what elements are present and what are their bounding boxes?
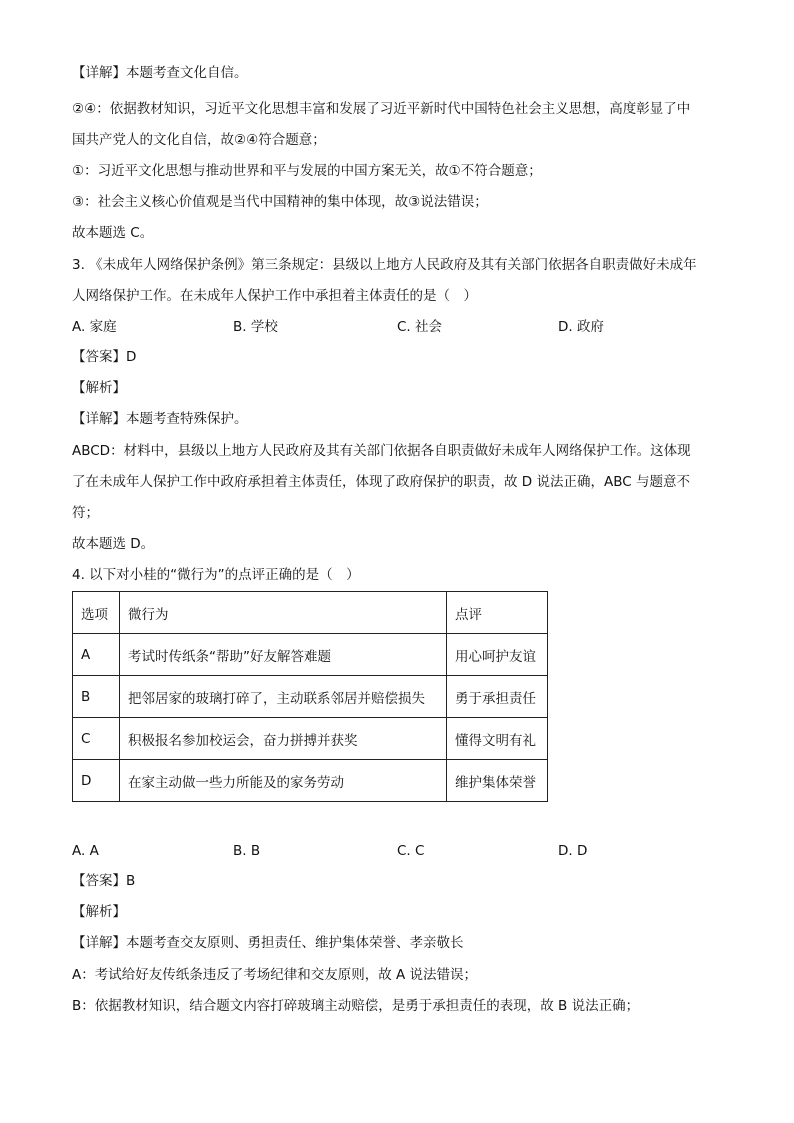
- table-cell-comment: 懂得文明有礼: [447, 718, 548, 760]
- table-cell-behavior: 积极报名参加校运会，奋力拼搏并获奖: [120, 718, 447, 760]
- table-cell-option: B: [73, 676, 120, 718]
- table-cell-option: C: [73, 718, 120, 760]
- q4-stem: 4. 以下对小桂的“微行为”的点评正确的是（ ）: [72, 567, 360, 583]
- q2-explanation-24-line2: 国共产党人的文化自信，故②④符合题意；: [72, 132, 326, 148]
- q3-option-b: B. 学校: [233, 319, 278, 335]
- q2-detail-heading: 【详解】本题考查文化自信。: [72, 65, 248, 81]
- table-cell-behavior: 在家主动做一些力所能及的家务劳动: [120, 760, 447, 802]
- q2-explanation-24-line1: ②④：依据教材知识，习近平文化思想丰富和发展了习近平新时代中国特色社会主义思想，高度彰显了中: [72, 101, 691, 117]
- q4-analysis-heading: 【解析】: [72, 904, 126, 920]
- q3-option-c: C. 社会: [397, 319, 443, 335]
- q2-conclusion: 故本题选 C。: [72, 225, 154, 241]
- q4-option-d: D. D: [558, 843, 588, 859]
- table-cell-comment: 维护集体荣誉: [447, 760, 548, 802]
- q3-explanation-line3: 符；: [72, 505, 99, 521]
- table-header-cell: 微行为: [120, 592, 447, 634]
- q4-options: [72, 841, 722, 861]
- q4-table: [72, 591, 548, 802]
- table-row: [73, 676, 548, 718]
- q3-stem-line2: 人网络保护工作。在未成年人保护工作中承担着主体责任的是（ ）: [72, 288, 477, 304]
- table-header-row: [73, 592, 548, 634]
- table-cell-option: D: [73, 760, 120, 802]
- q4-option-b: B. B: [233, 843, 261, 859]
- q3-answer: 【答案】D: [72, 349, 137, 365]
- table-header-cell: 点评: [447, 592, 548, 634]
- table-row: [73, 634, 548, 676]
- q3-explanation-line2: 了在未成年人保护工作中政府承担着主体责任，体现了政府保护的职责，故 D 说法正确，ABC 与题意不: [72, 474, 690, 490]
- q4-answer: 【答案】B: [72, 873, 136, 889]
- q3-analysis-heading: 【解析】: [72, 380, 126, 396]
- q2-explanation-3: ③：社会主义核心价值观是当代中国精神的集中体现，故③说法错误；: [72, 194, 488, 210]
- q4-option-c: C. C: [397, 843, 425, 859]
- table-cell-comment: 用心呵护友谊: [447, 634, 548, 676]
- table-cell-behavior: 考试时传纸条“帮助”好友解答难题: [120, 634, 447, 676]
- q4-detail-heading: 【详解】本题考查交友原则、勇担责任、维护集体荣誉、孝亲敬长: [72, 935, 464, 951]
- table-cell-option: A: [73, 634, 120, 676]
- q4-explanation-a: A：考试给好友传纸条违反了考场纪律和交友原则，故 A 说法错误；: [72, 967, 478, 983]
- table-header-cell: 选项: [73, 592, 120, 634]
- q4-explanation-b: B：依据教材知识，结合题文内容打碎玻璃主动赔偿，是勇于承担责任的表现，故 B 说法正确；: [72, 998, 640, 1014]
- q3-option-d: D. 政府: [558, 319, 604, 335]
- table-row: [73, 718, 548, 760]
- q3-options: [72, 317, 722, 337]
- q2-explanation-1: ①：习近平文化思想与推动世界和平与发展的中国方案无关，故①不符合题意；: [72, 163, 542, 179]
- table-cell-behavior: 把邻居家的玻璃打碎了，主动联系邻居并赔偿损失: [120, 676, 447, 718]
- table-row: [73, 760, 548, 802]
- table-cell-comment: 勇于承担责任: [447, 676, 548, 718]
- q4-option-a: A. A: [72, 843, 99, 859]
- q3-conclusion: 故本题选 D。: [72, 536, 155, 552]
- q3-detail-heading: 【详解】本题考查特殊保护。: [72, 411, 248, 427]
- q3-stem-line1: 3. 《未成年人网络保护条例》第三条规定：县级以上地方人民政府及其有关部门依据各自职责做好未成年: [72, 257, 697, 273]
- q3-explanation-line1: ABCD：材料中，县级以上地方人民政府及其有关部门依据各自职责做好未成年人网络保护工作。这体现: [72, 443, 691, 459]
- q3-option-a: A. 家庭: [72, 319, 117, 335]
